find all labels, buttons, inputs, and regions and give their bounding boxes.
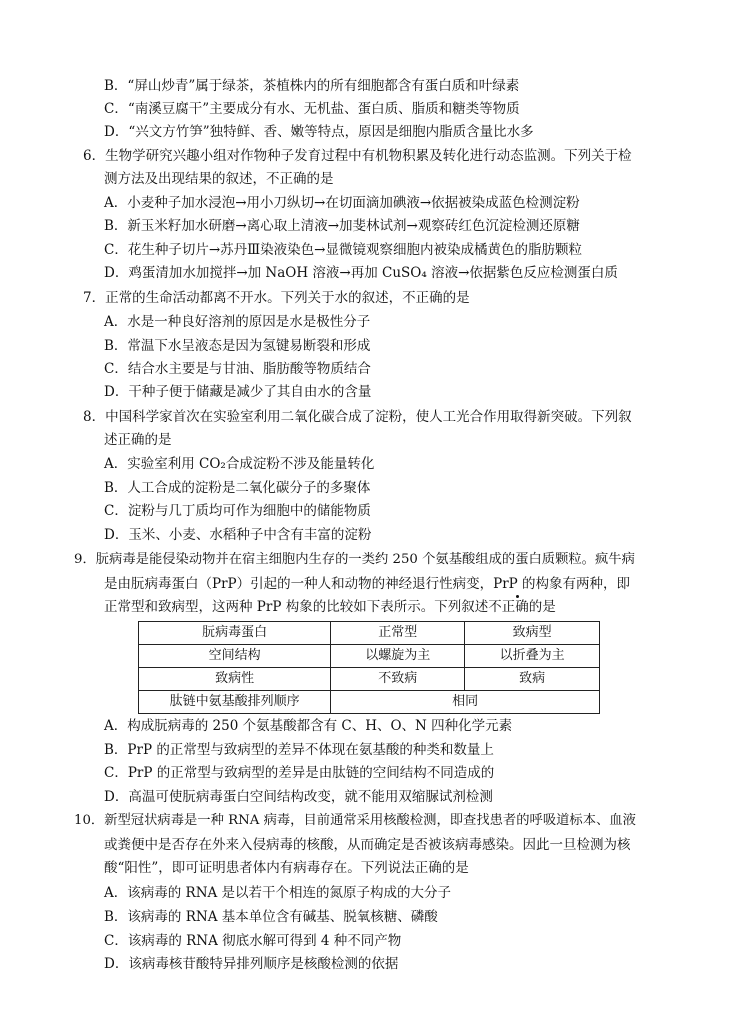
prp-comparison-table bbox=[138, 621, 600, 714]
q10-option-b: B．该病毒的 RNA 基本单位含有碱基、脱氧核糖、磷酸 bbox=[104, 909, 438, 925]
table-cell: 以折叠为主 bbox=[465, 645, 600, 668]
q6-option-d: D．鸡蛋清加水加搅拌→加 NaOH 溶液→再加 CuSO₄ 溶液→依据紫色反应检测蛋白质 bbox=[104, 265, 618, 281]
q6-option-a: A．小麦种子加水浸泡→用小刀纵切→在切面滴加碘液→依据被染成蓝色检测淀粉 bbox=[104, 195, 580, 211]
q5-option-b: B．“屏山炒青”属于绿茶，茶植株内的所有细胞都含有蛋白质和叶绿素 bbox=[104, 78, 520, 94]
q8-stem-line2: 述正确的是 bbox=[104, 432, 172, 448]
q7-option-d: D．干种子便于储藏是减少了其自由水的含量 bbox=[104, 384, 372, 400]
q9-option-c: C．PrP 的正常型与致病型的差异是由肽链的空间结构不同造成的 bbox=[104, 765, 495, 781]
table-cell: 相同 bbox=[331, 691, 600, 714]
q9-stem-line2: 是由朊病毒蛋白（PrP）引起的一种人和动物的神经退行性病变，PrP 的构象有两种，即 bbox=[104, 576, 631, 592]
q7-option-b: B．常温下水呈液态是因为氢键易断裂和形成 bbox=[104, 338, 371, 354]
table-cell: 致病型 bbox=[465, 622, 600, 645]
table-row bbox=[139, 691, 600, 714]
q8-stem-line1: 8．中国科学家首次在实验室利用二氧化碳合成了淀粉，使人工光合作用取得新突破。下列叙 bbox=[83, 409, 632, 425]
q8-option-b: B．人工合成的淀粉是二氧化碳分子的多聚体 bbox=[104, 480, 371, 496]
q10-option-c: C．该病毒的 RNA 彻底水解可得到 4 种不同产物 bbox=[104, 933, 402, 949]
q6-stem-line2: 测方法及出现结果的叙述，不正确的是 bbox=[104, 171, 334, 187]
table-cell: 致病性 bbox=[139, 668, 331, 691]
table-cell: 正常型 bbox=[331, 622, 465, 645]
q10-option-d: D．该病毒核苷酸特异排列顺序是核酸检测的依据 bbox=[104, 956, 399, 972]
q7-stem: 7．正常的生命活动都离不开水。下列关于水的叙述，不正确的是 bbox=[83, 290, 470, 306]
table-cell: 朊病毒蛋白 bbox=[139, 622, 331, 645]
table-cell: 肽链中氨基酸排列顺序 bbox=[139, 691, 331, 714]
q6-stem-line1: 6．生物学研究兴趣小组对作物种子发育过程中有机物积累及转化进行动态监测。下列关于检 bbox=[83, 148, 632, 164]
q7-option-a: A．水是一种良好溶剂的原因是水是极性分子 bbox=[104, 314, 371, 330]
q8-option-c: C．淀粉与几丁质均可作为细胞中的储能物质 bbox=[104, 503, 371, 519]
table-row bbox=[139, 645, 600, 668]
q6-option-c: C．花生种子切片→苏丹Ⅲ染液染色→显微镜观察细胞内被染成橘黄色的脂肪颗粒 bbox=[104, 242, 582, 258]
table-cell: 不致病 bbox=[331, 668, 465, 691]
q5-option-c: C．“南溪豆腐干”主要成分有水、无机盐、蛋白质、脂质和糖类等物质 bbox=[104, 101, 520, 117]
q5-option-d: D．“兴文方竹笋”独特鲜、香、嫩等特点，原因是细胞内脂质含量比水多 bbox=[104, 124, 534, 140]
q10-stem-line3: 酸“阳性”，即可证明患者体内有病毒存在。下列说法正确的是 bbox=[104, 860, 469, 876]
q6-option-b: B．新玉米籽加水研磨→离心取上清液→加斐林试剂→观察砖红色沉淀检测还原糖 bbox=[104, 218, 580, 234]
q10-stem-line2: 或粪便中是否存在外来入侵病毒的核酸，从而确定是否被该病毒感染。因此一旦检测为核 bbox=[104, 837, 631, 853]
q10-option-a: A．该病毒的 RNA 是以若干个相连的氮原子构成的大分子 bbox=[104, 885, 452, 901]
q9-stem-line1: 9．朊病毒是能侵染动物并在宿主细胞内生存的一类约 250 个氨基酸组成的蛋白质颗粒。疯牛病 bbox=[74, 552, 635, 567]
q9-option-a: A．构成朊病毒的 250 个氨基酸都含有 C、H、O、N 四种化学元素 bbox=[104, 718, 513, 734]
q8-option-d: D．玉米、小麦、水稻种子中含有丰富的淀粉 bbox=[104, 527, 372, 543]
q10-stem-line1: 10．新型冠状病毒是一种 RNA 病毒，目前通常采用核酸检测，即查找患者的呼吸道标本、血液 bbox=[74, 813, 636, 828]
q7-option-c: C．结合水主要是与甘油、脂肪酸等物质结合 bbox=[104, 361, 371, 377]
table-cell: 致病 bbox=[465, 668, 600, 691]
table-cell: 空间结构 bbox=[139, 645, 331, 668]
q9-option-b: B．PrP 的正常型与致病型的差异不体现在氨基酸的种类和数量上 bbox=[104, 742, 494, 758]
table-header-row bbox=[139, 622, 600, 645]
q9-option-d: D．高温可使朊病毒蛋白空间结构改变，就不能用双缩脲试剂检测 bbox=[104, 789, 493, 805]
q9-stem-line3: 正常型和致病型，这两种 PrP 构象的比较如下表所示。下列叙述不正确的是 bbox=[104, 599, 556, 615]
table-cell: 以螺旋为主 bbox=[331, 645, 465, 668]
q8-option-a: A．实验室利用 CO₂合成淀粉不涉及能量转化 bbox=[104, 456, 375, 472]
table-row bbox=[139, 668, 600, 691]
